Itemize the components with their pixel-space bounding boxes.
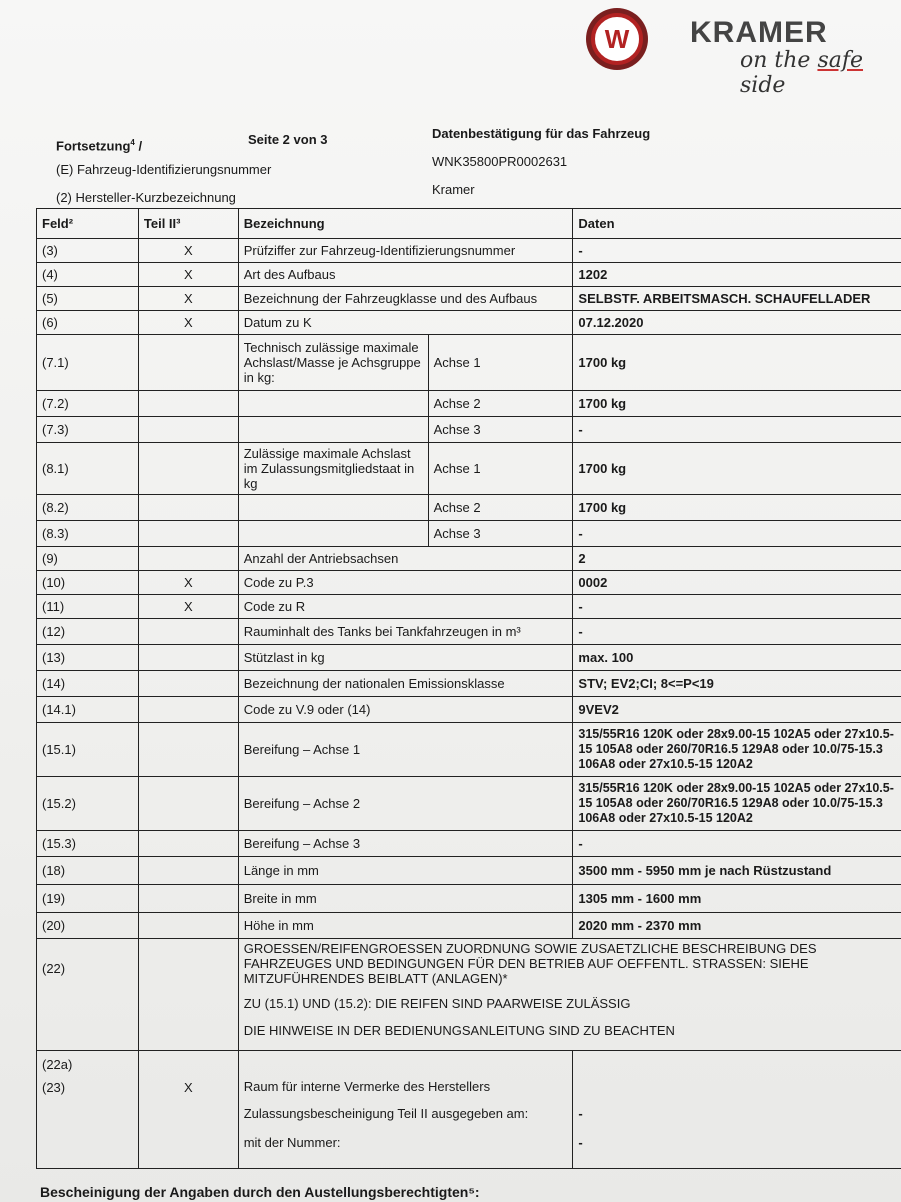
certification-footer: Bescheinigung der Angaben durch den Austellungsberechtigten⁵: <box>40 1184 480 1200</box>
field-cell: (22) <box>37 939 139 1051</box>
page-number: Seite 2 von 3 <box>248 132 328 147</box>
field-cell <box>37 1051 139 1169</box>
part-cell <box>138 645 238 671</box>
continuation-text: Fortsetzung <box>56 138 131 154</box>
field-cell: (14) <box>37 671 139 697</box>
designation-cell: Code zu P.3 <box>238 571 573 595</box>
issued-on-value: - <box>578 1106 583 1121</box>
designation-cell: Prüfziffer zur Fahrzeug-Identifizierungsnummer <box>238 239 573 263</box>
table-header <box>37 209 901 239</box>
designation-cell: Höhe in mm <box>238 913 573 939</box>
kramer-logo-icon: W <box>586 8 648 70</box>
issued-on-label: Zulassungsbescheinigung Teil II ausgegeben am: <box>243 1106 529 1121</box>
field-cell: (7.2) <box>37 391 139 417</box>
table-row <box>37 521 901 547</box>
part-cell: X <box>138 311 238 335</box>
axle-cell: Achse 1 <box>428 335 573 391</box>
vin-label: (E) Fahrzeug-Identifizierungsnummer <box>56 162 272 177</box>
continuation-sup: 4 <box>130 138 135 147</box>
field-cell: (18) <box>37 857 139 885</box>
table-row <box>37 571 901 595</box>
designation-cell: Zulässige maximale Achslast im Zulassungsmitgliedstaat in kg <box>238 443 428 495</box>
designation-cell: Anzahl der Antriebsachsen <box>238 547 573 571</box>
designation-cell: Bereifung – Achse 3 <box>238 831 573 857</box>
part-cell <box>138 913 238 939</box>
field-cell: (8.1) <box>37 443 139 495</box>
designation-cell <box>238 417 428 443</box>
part-cell <box>138 547 238 571</box>
table-row <box>37 1051 901 1169</box>
data-cell: 1202 <box>573 263 901 287</box>
remark-line: DIE HINWEISE IN DER BEDIENUNGSANLEITUNG SIND ZU BEACHTEN <box>243 1023 675 1038</box>
designation-cell: Länge in mm <box>238 857 573 885</box>
data-cell: - <box>573 521 901 547</box>
table-row <box>37 335 901 391</box>
part-cell <box>138 697 238 723</box>
data-cell: 315/55R16 120K oder 28x9.00-15 102A5 oder 27x10.5-15 105A8 oder 260/70R16.5 129A8 oder 10.0/75-15.3 106A8 oder 27x10.5-15 120A2 <box>573 723 901 777</box>
table-row <box>37 723 901 777</box>
part-cell <box>138 417 238 443</box>
data-cell: 1700 kg <box>573 335 901 391</box>
col-designation: Bezeichnung <box>238 209 573 239</box>
table-row <box>37 913 901 939</box>
part-cell: X <box>138 287 238 311</box>
field-cell: (7.3) <box>37 417 139 443</box>
table-row <box>37 443 901 495</box>
designation-cell <box>238 521 428 547</box>
continuation-suffix: / <box>134 138 143 154</box>
data-cell: 1700 kg <box>573 443 901 495</box>
part-cell: X <box>138 1051 238 1169</box>
table-row <box>37 857 901 885</box>
axle-cell: Achse 3 <box>428 521 573 547</box>
data-cell: 0002 <box>573 571 901 595</box>
field-cell: (12) <box>37 619 139 645</box>
designation-cell: Art des Aufbaus <box>238 263 573 287</box>
field-cell: (15.1) <box>37 723 139 777</box>
table-row <box>37 619 901 645</box>
remark-line: GROESSEN/REIFENGROESSEN ZUORDNUNG SOWIE ZUSAETZLICHE BESCHREIBUNG DES FAHRZEUGES UND BEDINGUNGEN FÜR DEN BETRIEB AUF OEFFENTL. STRASSEN: SIEHE MITZUFÜHRENDES BEIBLATT (ANLAGEN)* <box>243 941 817 986</box>
table-row <box>37 263 901 287</box>
data-cell: 2020 mm - 2370 mm <box>573 913 901 939</box>
continuation-label <box>56 138 142 153</box>
data-cell <box>573 1051 901 1169</box>
field-cell: (3) <box>37 239 139 263</box>
field-cell: (8.2) <box>37 495 139 521</box>
part-cell <box>138 335 238 391</box>
tagline-pre: on the <box>740 48 818 73</box>
field-cell: (20) <box>37 913 139 939</box>
table-row <box>37 697 901 723</box>
table-row <box>37 547 901 571</box>
part-cell: X <box>138 571 238 595</box>
remarks-cell <box>238 939 901 1051</box>
designation-cell: Datum zu K <box>238 311 573 335</box>
table-row <box>37 777 901 831</box>
designation-cell <box>238 495 428 521</box>
tagline-safe: safe <box>817 48 864 73</box>
field-cell: (4) <box>37 263 139 287</box>
axle-cell: Achse 1 <box>428 443 573 495</box>
data-cell: 315/55R16 120K oder 28x9.00-15 102A5 oder 27x10.5-15 105A8 oder 260/70R16.5 129A8 oder 10.0/75-15.3 106A8 oder 27x10.5-15 120A2 <box>573 777 901 831</box>
table-row <box>37 831 901 857</box>
data-cell: 07.12.2020 <box>573 311 901 335</box>
brand-name: KRAMER <box>690 16 828 49</box>
part-cell <box>138 777 238 831</box>
document-title: Datenbestätigung für das Fahrzeug <box>432 126 651 141</box>
part-cell <box>138 495 238 521</box>
designation-cell: Code zu V.9 oder (14) <box>238 697 573 723</box>
field-cell: (15.2) <box>37 777 139 831</box>
field-cell: (8.3) <box>37 521 139 547</box>
data-cell: - <box>573 831 901 857</box>
axle-cell: Achse 3 <box>428 417 573 443</box>
data-cell: 9VEV2 <box>573 697 901 723</box>
data-cell: max. 100 <box>573 645 901 671</box>
field-cell: (14.1) <box>37 697 139 723</box>
vehicle-data-table <box>36 208 901 1169</box>
number-label: mit der Nummer: <box>243 1135 341 1150</box>
part-cell <box>138 857 238 885</box>
designation-cell: Rauminhalt des Tanks bei Tankfahrzeugen in m³ <box>238 619 573 645</box>
internal-notes-label: Raum für interne Vermerke des Herstellers <box>243 1079 491 1094</box>
tagline-post: side <box>740 73 786 98</box>
part-cell <box>138 885 238 913</box>
field-cell: (10) <box>37 571 139 595</box>
designation-cell: Breite in mm <box>238 885 573 913</box>
col-field: Feld² <box>37 209 139 239</box>
maker-label: (2) Hersteller-Kurzbezeichnung <box>56 190 236 205</box>
part-cell: X <box>138 239 238 263</box>
data-cell: - <box>573 417 901 443</box>
data-cell: 1700 kg <box>573 495 901 521</box>
part-cell <box>138 831 238 857</box>
remark-line: ZU (15.1) UND (15.2): DIE REIFEN SIND PAARWEISE ZULÄSSIG <box>243 996 631 1011</box>
part-cell <box>138 521 238 547</box>
table-row <box>37 239 901 263</box>
data-cell: - <box>573 619 901 645</box>
field-cell: (9) <box>37 547 139 571</box>
designation-cell: Bezeichnung der Fahrzeugklasse und des Aufbaus <box>238 287 573 311</box>
part-cell <box>138 391 238 417</box>
field-cell: (7.1) <box>37 335 139 391</box>
axle-cell: Achse 2 <box>428 495 573 521</box>
field-cell: (6) <box>37 311 139 335</box>
designation-cell: Code zu R <box>238 595 573 619</box>
data-cell: 1305 mm - 1600 mm <box>573 885 901 913</box>
designation-cell: Bereifung – Achse 1 <box>238 723 573 777</box>
part-cell <box>138 671 238 697</box>
designation-cell: Stützlast in kg <box>238 645 573 671</box>
part-cell <box>138 619 238 645</box>
field-cell: (15.3) <box>37 831 139 857</box>
designation-cell <box>238 391 428 417</box>
table-row <box>37 885 901 913</box>
part-cell: X <box>138 595 238 619</box>
col-data: Daten <box>573 209 901 239</box>
maker-value: Kramer <box>432 182 475 197</box>
part-cell <box>138 723 238 777</box>
data-cell: STV; EV2;CI; 8<=P<19 <box>573 671 901 697</box>
table-row <box>37 645 901 671</box>
data-cell: 2 <box>573 547 901 571</box>
data-cell: 1700 kg <box>573 391 901 417</box>
part-cell <box>138 443 238 495</box>
table-row <box>37 939 901 1051</box>
number-value: - <box>578 1135 583 1150</box>
data-cell: SELBSTF. ARBEITSMASCH. SCHAUFELLADER <box>573 287 901 311</box>
col-part: Teil II³ <box>138 209 238 239</box>
field-22a: (22a) <box>42 1057 73 1072</box>
table-row <box>37 417 901 443</box>
part-cell: X <box>138 263 238 287</box>
vin-value: WNK35800PR0002631 <box>432 154 568 169</box>
field-cell: (5) <box>37 287 139 311</box>
data-cell: - <box>573 239 901 263</box>
designation-cell: Bereifung – Achse 2 <box>238 777 573 831</box>
field-23: (23) <box>42 1080 66 1095</box>
designation-cell: Bezeichnung der nationalen Emissionsklasse <box>238 671 573 697</box>
table-row <box>37 391 901 417</box>
part-cell <box>138 939 238 1051</box>
data-cell: 3500 mm - 5950 mm je nach Rüstzustand <box>573 857 901 885</box>
table-row <box>37 671 901 697</box>
table-row <box>37 311 901 335</box>
field-cell: (11) <box>37 595 139 619</box>
field-cell: (13) <box>37 645 139 671</box>
designation-cell <box>238 1051 573 1169</box>
brand-tagline <box>740 48 901 98</box>
data-cell: - <box>573 595 901 619</box>
table-row <box>37 495 901 521</box>
axle-cell: Achse 2 <box>428 391 573 417</box>
designation-cell: Technisch zulässige maximale Achslast/Masse je Achsgruppe in kg: <box>238 335 428 391</box>
table-row <box>37 287 901 311</box>
field-cell: (19) <box>37 885 139 913</box>
table-row <box>37 595 901 619</box>
